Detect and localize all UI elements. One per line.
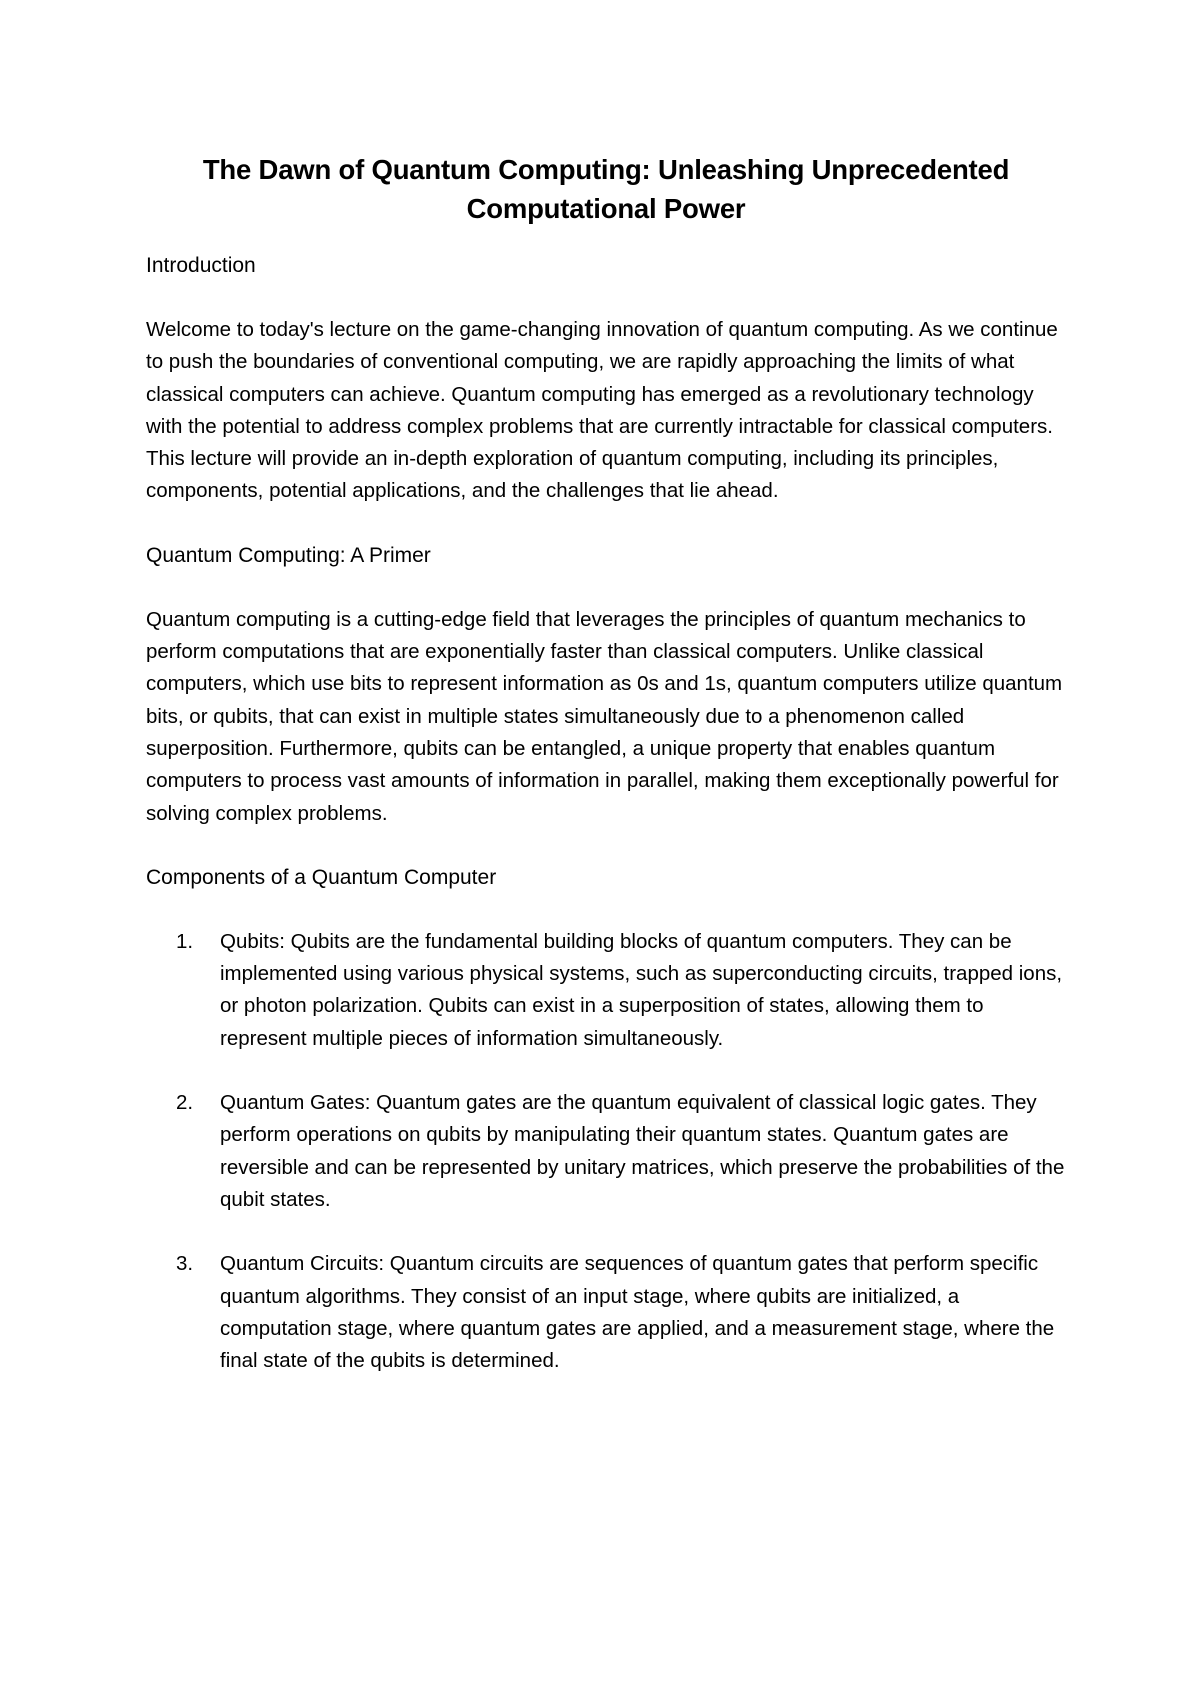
list-item-qubits: [146, 926, 1066, 1055]
introduction-paragraph: Welcome to today's lecture on the game-changing innovation of quantum computing. As we continue to push the boundaries of conventional computing, we are rapidly approaching the limits of what classical computers can achieve. Quantum computing has emerged as a revolutionary technology with the potential to address complex problems that are currently intractable for classical computers. This lecture will provide an in-depth exploration of quantum computing, including its principles, components, potential applications, and the challenges that lie ahead.: [146, 318, 1058, 503]
primer-heading: Quantum Computing: A Primer: [146, 543, 431, 567]
document-title: The Dawn of Quantum Computing: Unleashing Unprecedented Computational Power: [202, 154, 1010, 224]
components-list: [146, 926, 1066, 1378]
introduction-heading: Introduction: [146, 254, 256, 277]
components-heading: Components of a Quantum Computer: [146, 865, 497, 889]
primer-paragraph: Quantum computing is a cutting-edge field that leverages the principles of quantum mechanics to perform computations that are exponentially faster than classical computers. Unlike classical computers, which use bits to represent information as 0s and 1s, quantum computers utilize quantum bits, or qubits, that can exist in multiple states simultaneously due to a phenomenon called superposition. Furthermore, qubits can be entangled, a unique property that enables quantum computers to process vast amounts of information in parallel, making them exceptionally powerful for solving complex problems.: [146, 607, 1063, 825]
list-item-quantum-circuits: [146, 1248, 1066, 1377]
document-body: [146, 150, 1066, 1377]
list-item-quantum-gates: [146, 1087, 1066, 1216]
list-item-number: 3.: [176, 1252, 194, 1276]
list-item-text: Quantum Gates: Quantum gates are the quantum equivalent of classical logic gates. They perform operations on qubits by manipulating their quantum states. Quantum gates are reversible and can be represented by unitary matrices, which preserve the probabilities of the qubit states.: [220, 1091, 1065, 1211]
list-item-number: 1.: [176, 929, 194, 953]
list-item-number: 2.: [176, 1091, 194, 1115]
list-item-text: Quantum Circuits: Quantum circuits are sequences of quantum gates that perform specific quantum algorithms. They consist of an input stage, where qubits are initialized, a computation stage, where quantum gates are applied, and a measurement stage, where the final state of the qubits is determined.: [220, 1252, 1055, 1373]
list-item-text: Qubits: Qubits are the fundamental building blocks of quantum computers. They can be implemented using various physical systems, such as superconducting circuits, trapped ions, or photon polarization. Qubits can exist in a superposition of states, allowing them to represent multiple pieces of information simultaneously.: [220, 929, 1063, 1050]
